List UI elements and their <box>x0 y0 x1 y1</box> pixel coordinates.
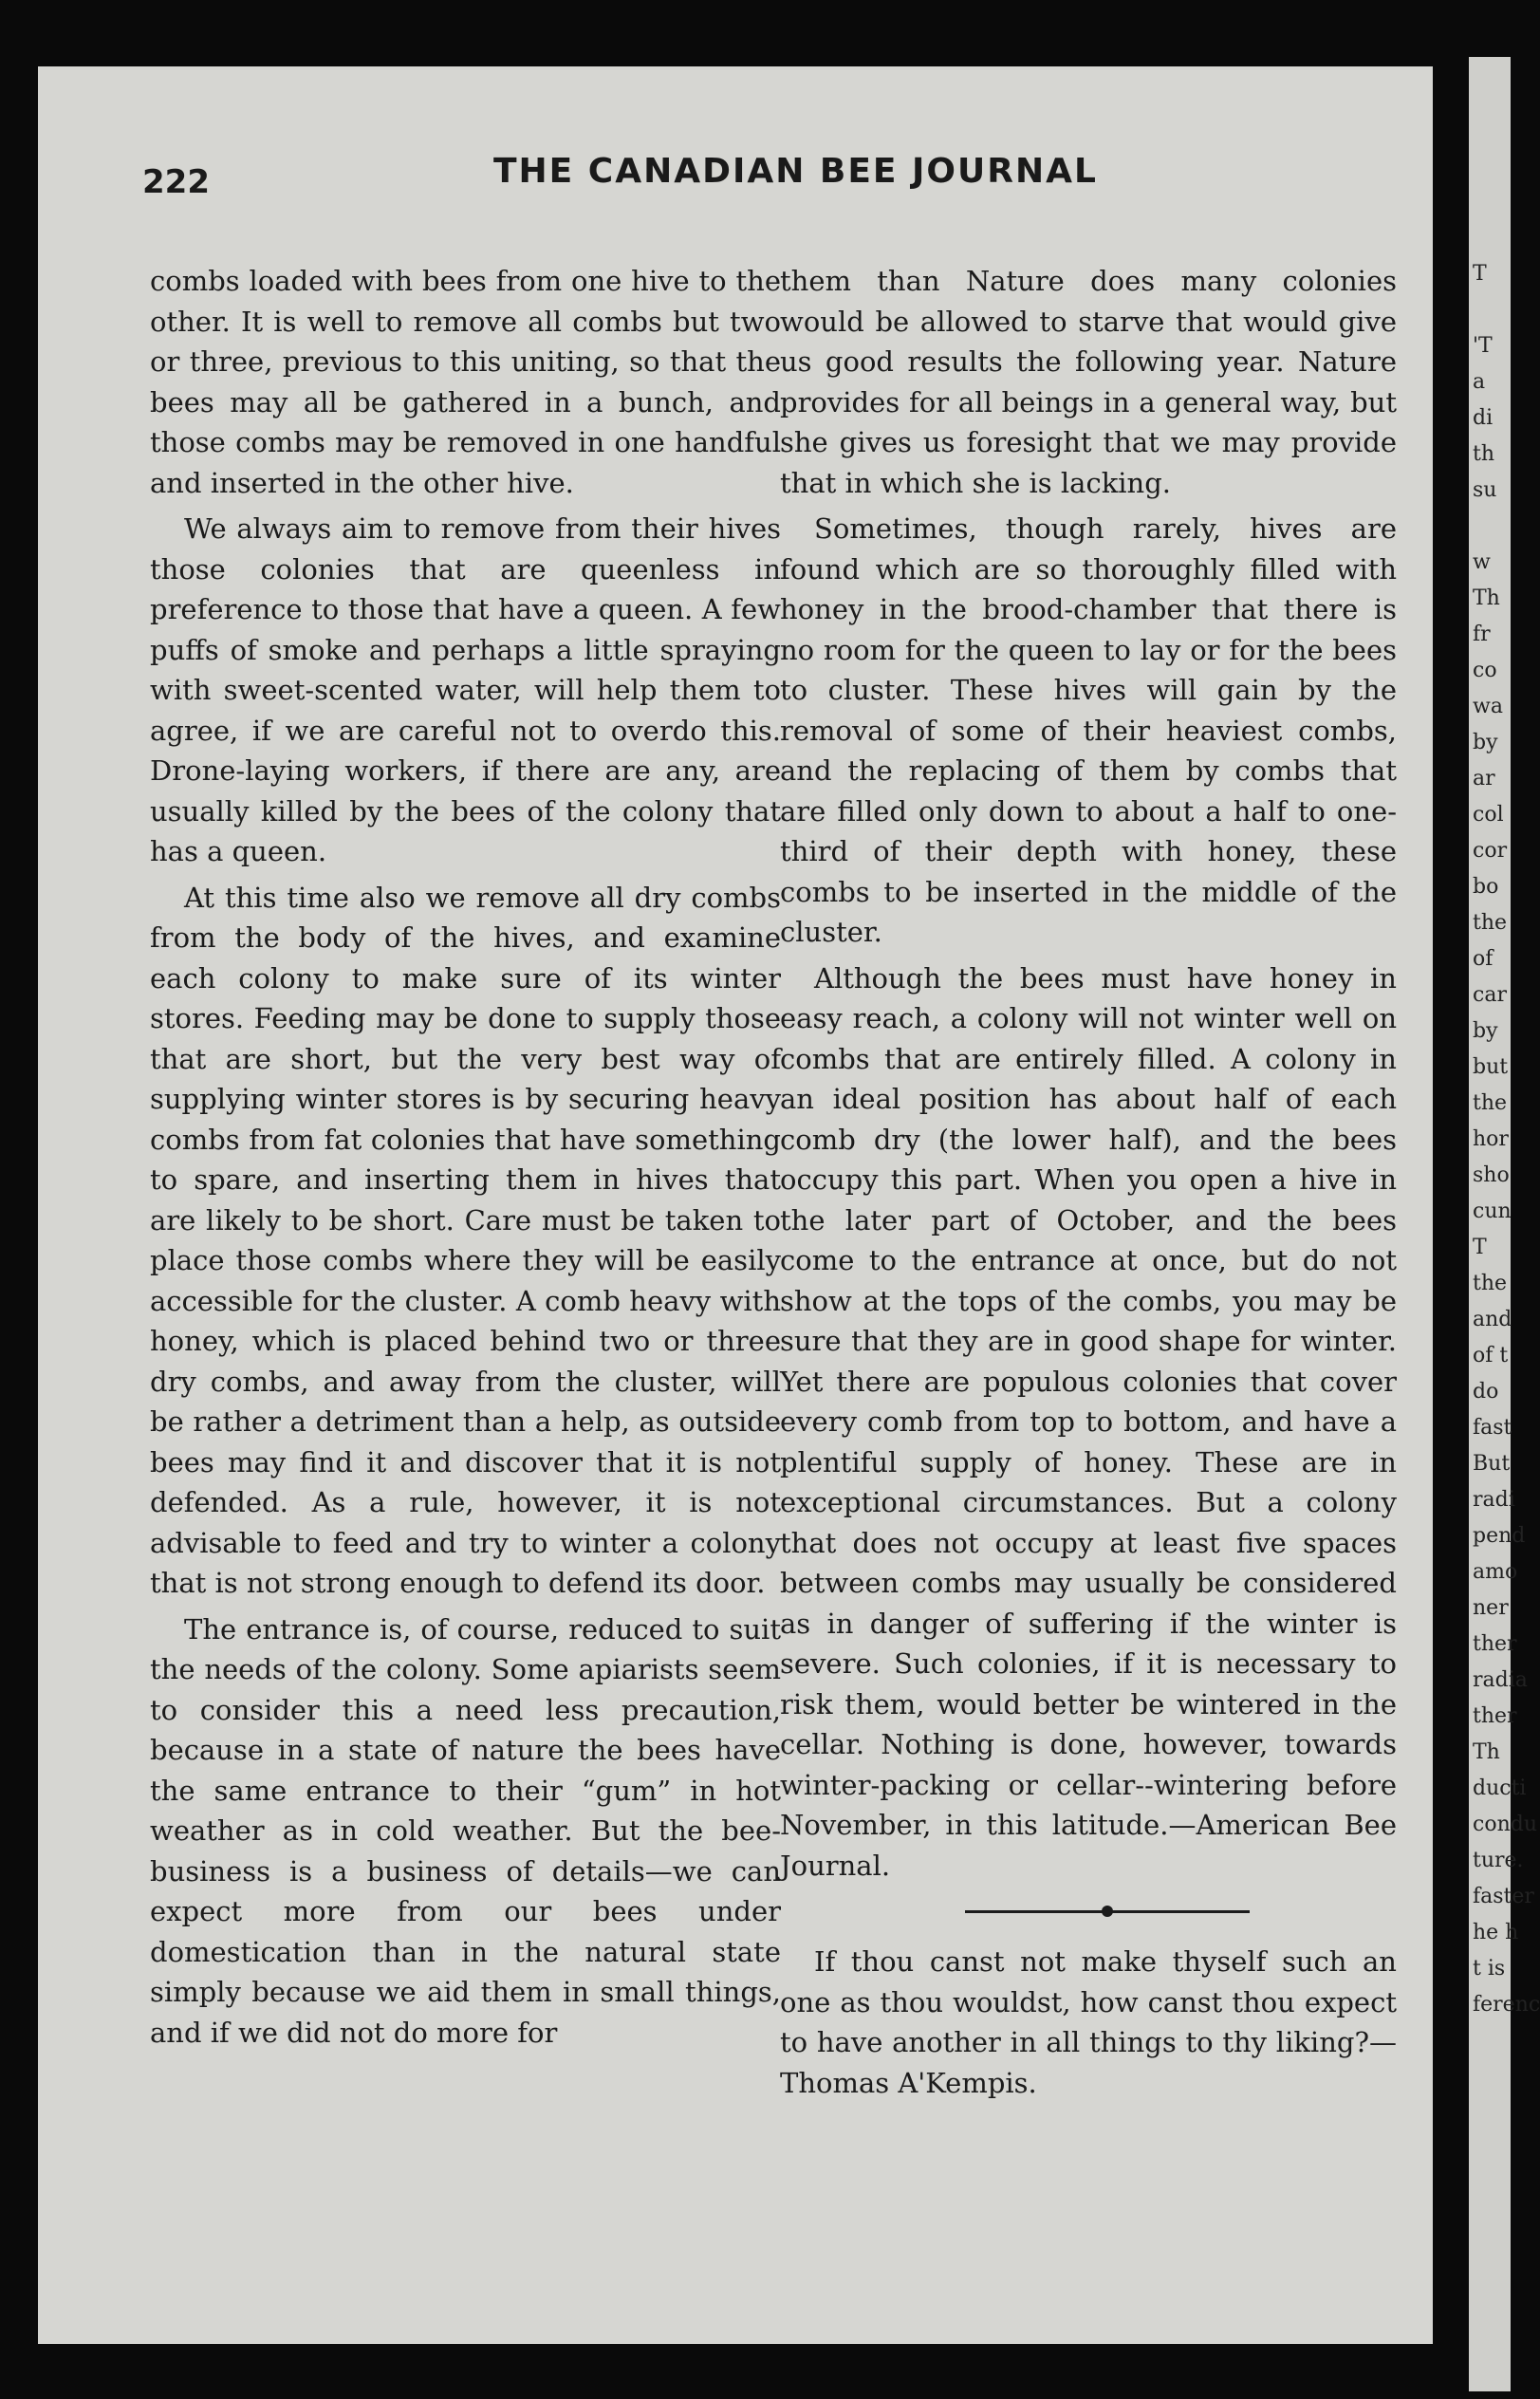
adjacent-page-fragment: ner <box>1473 1596 1509 1620</box>
adjacent-page-fragment: T <box>1473 262 1487 286</box>
adjacent-page-fragment: he h <box>1473 1921 1519 1944</box>
adjacent-page-fragment: by <box>1473 731 1498 754</box>
adjacent-page-fragment: ferenc <box>1473 1993 1540 2017</box>
adjacent-page-fragment: w <box>1473 550 1491 574</box>
adjacent-page-fragment: ther <box>1473 1704 1517 1728</box>
adjacent-page-fragment: sho <box>1473 1163 1510 1187</box>
adjacent-page-fragment: but <box>1473 1055 1509 1079</box>
adjacent-page-fragment: fr <box>1473 623 1491 646</box>
adjacent-page-fragment: ducti <box>1473 1776 1527 1800</box>
adjacent-page-fragment: of <box>1473 947 1494 971</box>
adjacent-page-fragment: amo <box>1473 1560 1518 1584</box>
adjacent-page-fragment: the <box>1473 1091 1508 1115</box>
page-number: 222 <box>142 163 210 201</box>
adjacent-page-fragment: the <box>1473 911 1508 935</box>
paragraph: them than Nature does many colonies would be allowed to starve that would give us good results the following year. Nature provides for all beings in a general way, but she gives us foresight that we may provide that in which she is lacking. <box>780 265 1397 499</box>
adjacent-page-fragment: cor <box>1473 839 1508 863</box>
right-column <box>780 261 1397 2109</box>
adjacent-page-fragment: But <box>1473 1452 1511 1476</box>
adjacent-page-fragment: do <box>1473 1380 1499 1404</box>
adjacent-page-fragment: Th <box>1473 586 1500 610</box>
adjacent-page-fragment: di <box>1473 406 1494 430</box>
adjacent-page-fragment: wa <box>1473 695 1503 718</box>
paragraph: We always aim to remove from their hives those colonies that are queenless in preference to those that have a queen. A few puffs of smoke and perhaps a little spraying with sweet-scented water, will help them to agree, if we are careful not to overdo this. Drone-laying workers, if there are any, are usually killed by the bees of the colony that has a queen. <box>150 512 781 867</box>
adjacent-page-fragment: pend <box>1473 1524 1526 1548</box>
paragraph: At this time also we remove all dry combs from the body of the hives, and examine each colony to make sure of its winter stores. Feeding may be done to supply those that are short, but the very best way of supplying winter stores is by securing heavy combs from fat colonies that have something to spare, and inserting them in hives that are likely to be short. Care must be taken to place those combs where they will be easily accessible for the cluster. A comb heavy with honey, which is placed behind two or three dry combs, and away from the cluster, will be rather a detriment than a help, as outside bees may find it and discover that it is not defended. As a rule, however, it is not advisable to feed and try to winter a colony that is not strong enough to defend its door. <box>150 881 781 1599</box>
section-divider <box>965 1910 1250 1913</box>
adjacent-page-fragment: 'T <box>1473 334 1493 358</box>
adjacent-page-fragment: by <box>1473 1019 1498 1043</box>
adjacent-page-fragment <box>1469 292 1511 328</box>
adjacent-page-fragment: T <box>1473 1236 1487 1259</box>
adjacent-page-fragment: faster <box>1473 1885 1534 1908</box>
adjacent-page-fragment: a <box>1473 370 1486 394</box>
left-column <box>150 261 781 2058</box>
paragraph: combs loaded with bees from one hive to the other. It is well to remove all combs but two or three, previous to this uniting, so that the bees may all be gathered in a bunch, and those combs may be removed in one handful and inserted in the other hive. <box>150 265 781 499</box>
adjacent-page-fragment: cun <box>1473 1200 1512 1223</box>
adjacent-page-fragment: and <box>1473 1308 1512 1331</box>
journal-page <box>38 66 1433 2344</box>
adjacent-page-fragment: t is <box>1473 1957 1506 1981</box>
adjacent-page-fragment: ture. <box>1473 1849 1524 1872</box>
adjacent-page-fragment: hor <box>1473 1127 1509 1151</box>
adjacent-page-fragment: bo <box>1473 875 1499 899</box>
journal-title: THE CANADIAN BEE JOURNAL <box>493 152 1098 191</box>
adjacent-page-fragment: car <box>1473 983 1507 1007</box>
adjacent-page-fragment <box>1469 509 1511 545</box>
adjacent-page-fragment: condu <box>1473 1813 1537 1836</box>
adjacent-page-fragment: fast <box>1473 1416 1512 1440</box>
adjacent-page-fragment: th <box>1473 442 1495 466</box>
adjacent-page-fragment: radia <box>1473 1668 1528 1692</box>
quote-paragraph: If thou canst not make thyself such an one as thou wouldst, how canst thou expect to have another in all things to thy liking?—Thomas A'Kempis. <box>780 1945 1397 2099</box>
adjacent-page-fragment: ther <box>1473 1632 1517 1656</box>
adjacent-page-fragment: the <box>1473 1272 1508 1295</box>
paragraph: Although the bees must have honey in easy reach, a colony will not winter well on combs that are entirely filled. A colony in an ideal position has about half of each comb dry (the lower half), and the bees occupy this part. When you open a hive in the later part of October, and the bees come to the entrance at once, but do not show at the tops of the combs, you may be sure that they are in good shape for winter. Yet there are populous colonies that cover every comb from top to bottom, and have a plentiful supply of honey. These are in exceptional circumstances. But a colony that does not occupy at least five spaces between combs may usually be considered as in danger of suffering if the winter is severe. Such colonies, if it is necessary to risk them, would better be wintered in the cellar. Nothing is done, however, towards winter-packing or cellar--wintering before November, in this latitude.—American Bee Journal. <box>780 961 1397 1882</box>
adjacent-page-strip <box>1469 57 1540 2391</box>
adjacent-page-fragment: of t <box>1473 1344 1509 1367</box>
adjacent-page-fragment: co <box>1473 659 1497 682</box>
paragraph: The entrance is, of course, reduced to suit the needs of the colony. Some apiarists seem to consider this a need less precaution, because in a state of nature the bees have the same entrance to their “gum” in hot weather as in cold weather. But the bee-business is a business of details—we can expect more from our bees under domestication than in the natural state simply because we aid them in small things, and if we did not do more for <box>150 1612 781 2049</box>
adjacent-page-fragment: Th <box>1473 1740 1500 1764</box>
adjacent-page-fragment: ar <box>1473 767 1495 790</box>
adjacent-page-fragment: col <box>1473 803 1504 827</box>
paragraph: Sometimes, though rarely, hives are found which are so thoroughly filled with honey in the brood-chamber that there is no room for the queen to lay or for the bees to cluster. These hives will gain by the removal of some of their heaviest combs, and the replacing of them by combs that are filled only down to about a half to one-third of their depth with honey, these combs to be inserted in the middle of the cluster. <box>780 512 1397 948</box>
adjacent-page-fragment: su <box>1473 478 1497 502</box>
adjacent-page-fragment: radi <box>1473 1488 1515 1512</box>
